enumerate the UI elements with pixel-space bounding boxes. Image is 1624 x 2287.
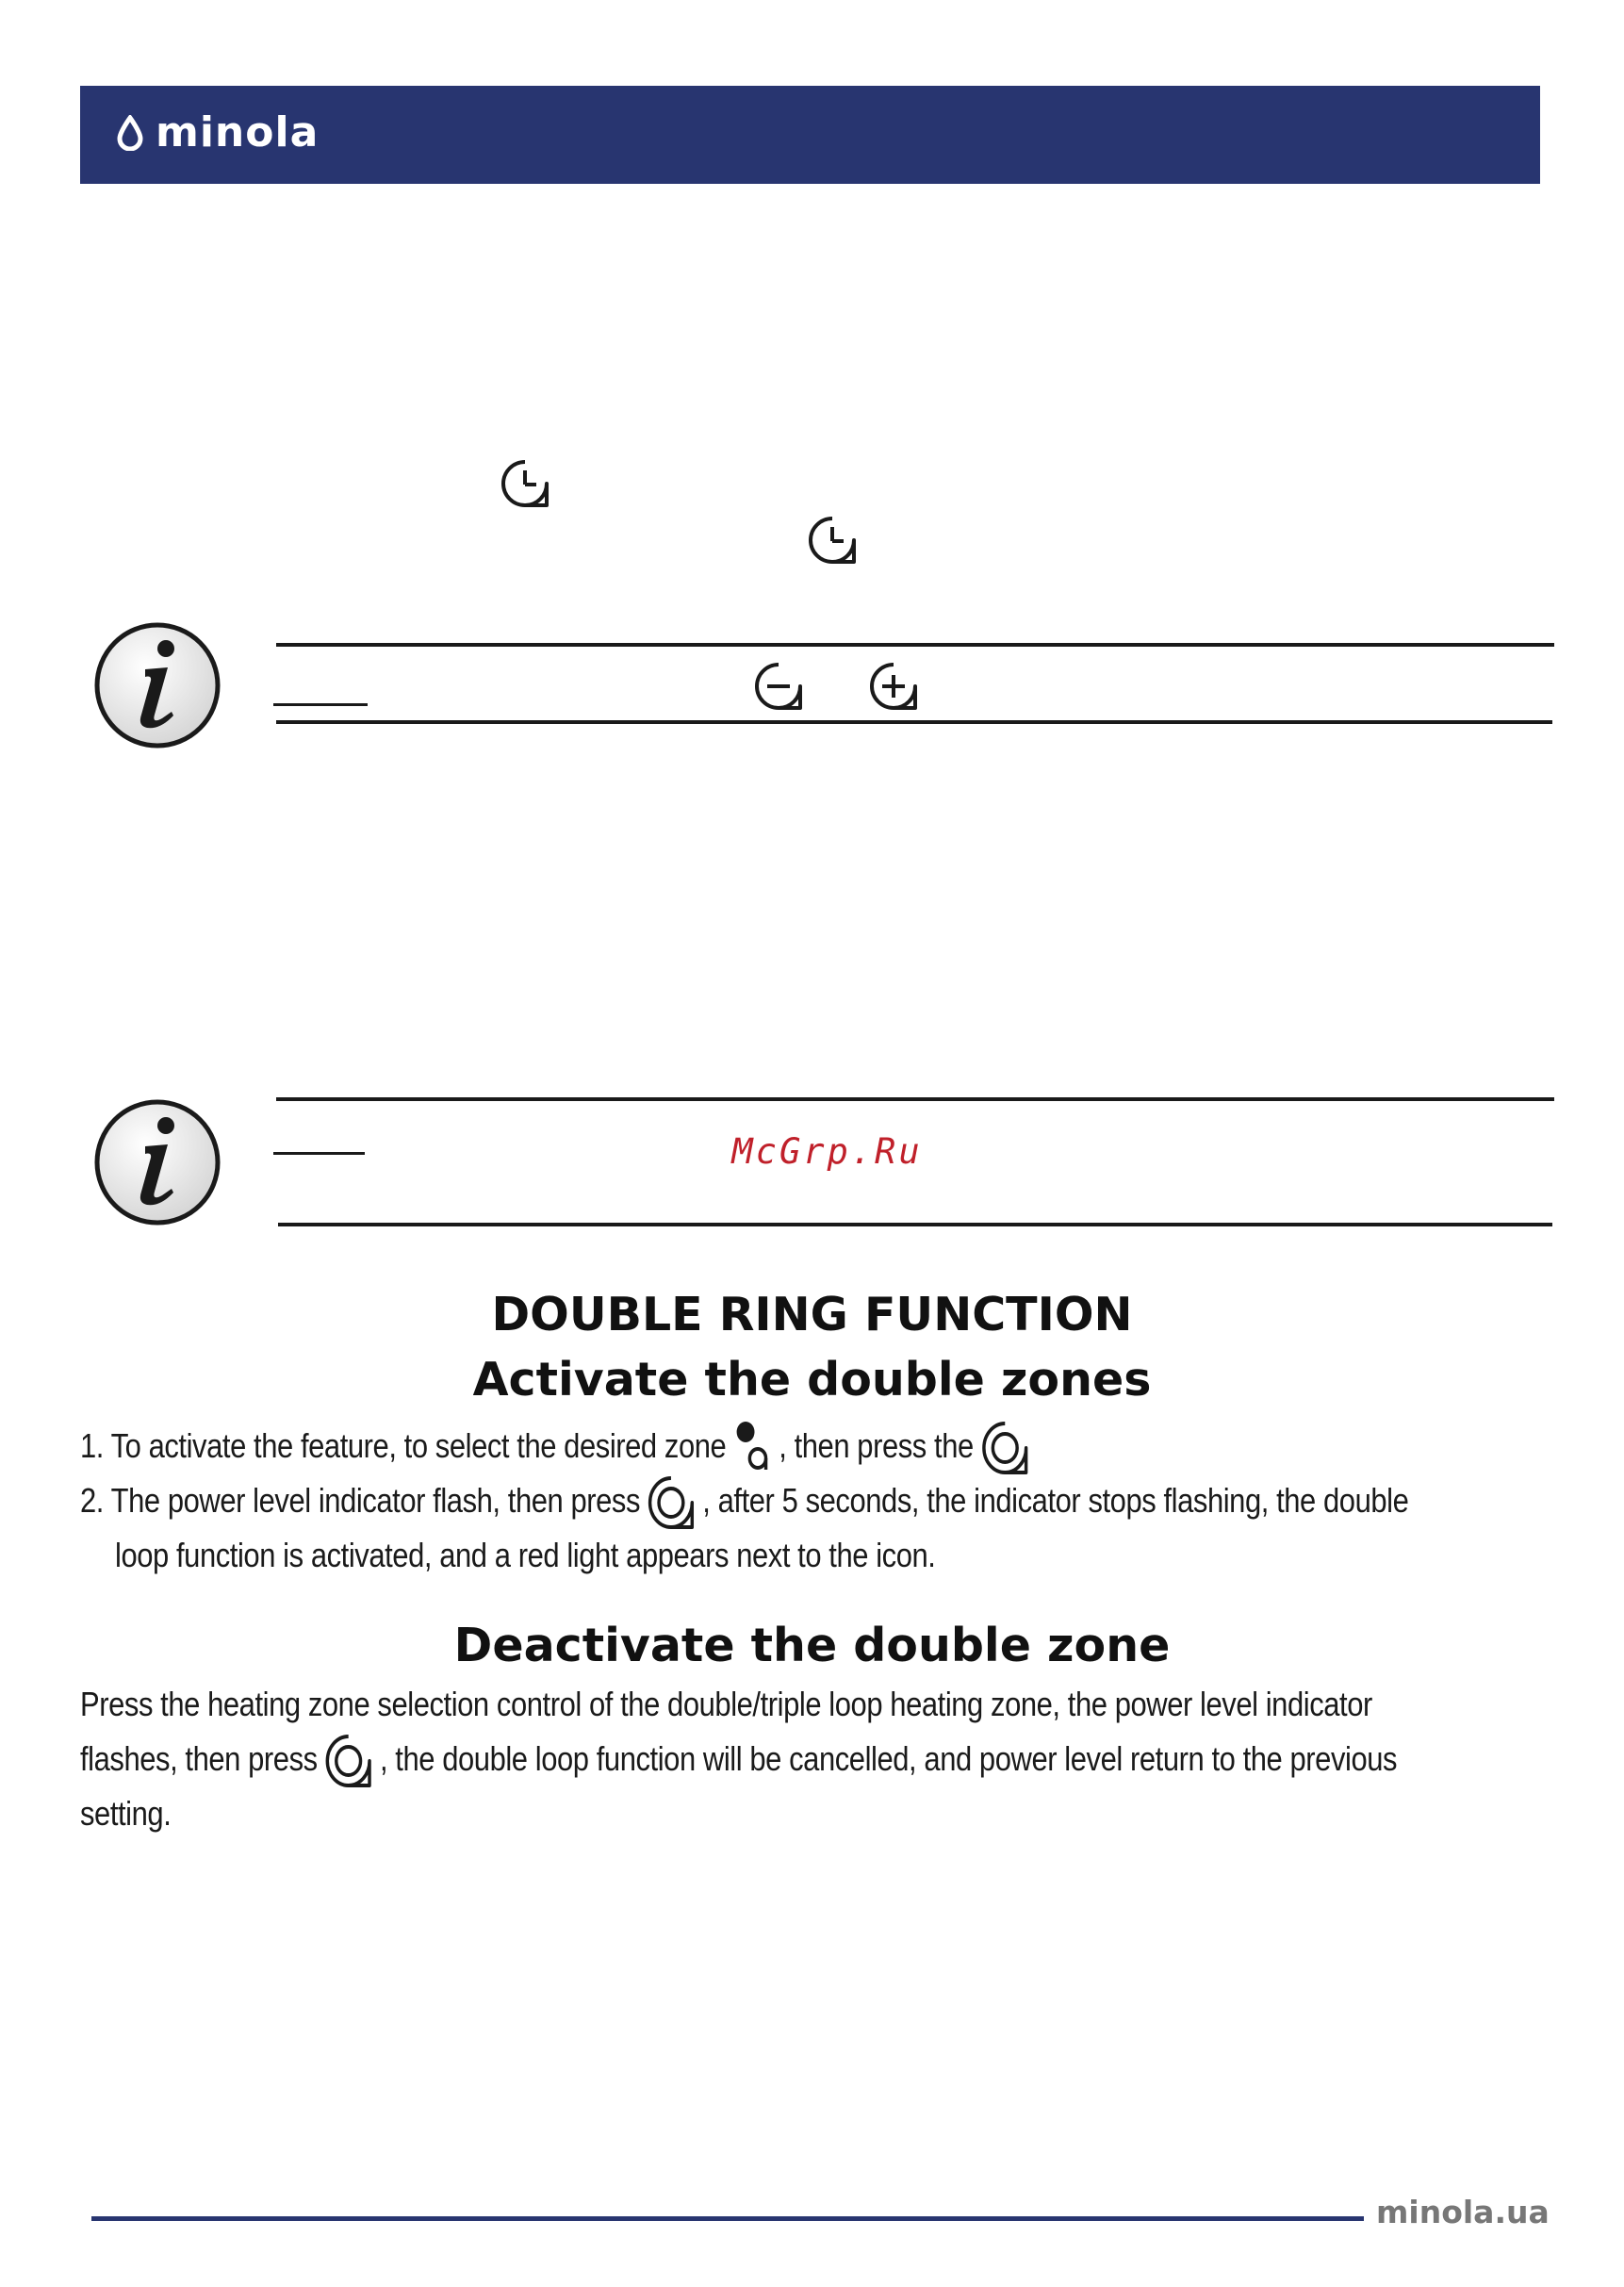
step-number: 2. [80,1481,104,1520]
step-2 [80,1473,1555,1530]
divider [273,1152,365,1155]
step-text: , then press the [779,1426,974,1465]
info-icon [92,1097,222,1227]
watermark: McGrp.Ru [731,1131,923,1172]
step-1 [80,1419,1555,1475]
section-title: DOUBLE RING FUNCTION [491,1288,1133,1341]
brand-logo [116,108,319,156]
double-ring-icon [325,1734,372,1788]
step-text: , after 5 seconds, the indicator stops flashing, the double [702,1481,1409,1520]
footer-line [91,2216,1364,2221]
step-text: flashes, then press [80,1739,318,1778]
step-number: 1. [80,1426,104,1465]
double-ring-icon [981,1421,1028,1475]
info-icon [92,620,222,750]
step-2-continued: loop function is activated, and a red light appears next to the icon. [115,1536,936,1574]
deactivate-heading: Deactivate the double zone [453,1619,1171,1672]
step-text: , the double loop function will be cancelled, and power level return to the previous [379,1739,1398,1778]
clock-icon [500,458,550,509]
minus-icon [754,662,803,711]
clock-icon [807,515,858,566]
divider [276,720,1552,724]
step-text: To activate the feature, to select the desired zone [110,1426,727,1465]
activate-heading: Activate the double zones [472,1353,1152,1407]
double-ring-icon [648,1475,695,1530]
plus-icon [869,662,918,711]
zone-select-icon [733,1421,771,1475]
divider [273,703,368,706]
drop-icon [116,115,144,151]
header-bar [80,86,1540,184]
divider [278,1223,1552,1226]
deactivate-text-line2 [80,1732,1555,1788]
brand-name: minola [156,108,320,156]
footer-website: minola.ua [1376,2194,1550,2230]
divider [276,1097,1554,1101]
step-text: The power level indicator flash, then press [110,1481,641,1520]
divider [276,643,1554,647]
deactivate-text-line1: Press the heating zone selection control of the double/triple loop heating zone, the power level indicator [80,1685,1372,1723]
deactivate-text-line3: setting. [80,1794,172,1833]
